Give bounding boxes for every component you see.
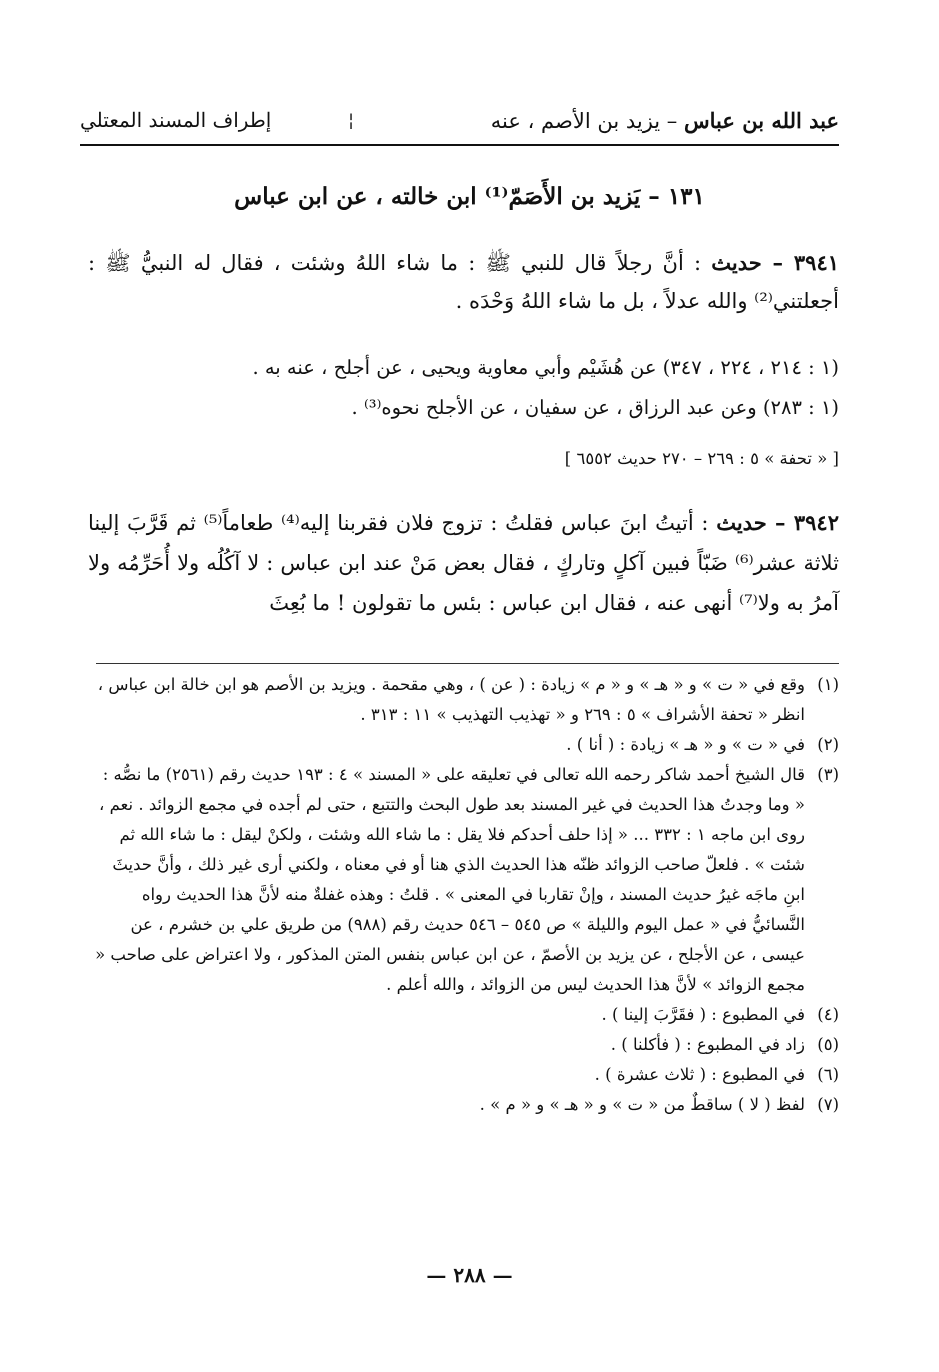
footnote-text: قال الشيخ أحمد شاكر رحمه الله تعالى في تعليقه على « المسند » ٤ : ١٩٣ حديث رقم (٢٥٦١) ما نصُّه : « وما وجدتُ هذا الحديث في غير المسند بعد طول البحث والتتبع ، حتى لم أجده في مجمع الزوائد . نعم ، روى ابن ماجه ١ : ٣٣٢ ... « إذا حلف أحدكم فلا يقل : ما شاء الله وشئت ، ولكنْ ليقل : ما شاء الله ثم شئت » . فلعلّ صاحب الزوائد ظنّه هذا الحديث الذي هنا أو في معناه ، ولكني أرى غير ذلك ، وأنَّ حديثَ ابنِ ماجَه غيرُ حديث المسند ، وإنْ تقاربا في المعنى » . قلتُ : وهذه غفلةٌ منه لأنَّ هذا الحديث رواه النَّسائيُّ في « عمل اليوم والليلة » ص ٥٤٥ – ٥٤٦ حديث رقم (٩٨٨) من طريق علي بن خشرم ، عن عيسى ، عن الأجلح ، عن يزيد بن الأصمّ ، عن ابن عباس بنفس المتن المذكور ، ولا اعتراض على صاحب « مجمع الزوائد » لأنَّ هذا الحديث ليس من الزوائد ، والله أعلم . [95, 765, 805, 994]
footnote [88, 1030, 839, 1060]
sources-3941 [90, 348, 839, 428]
hadith-3941 [88, 244, 839, 320]
footnote [88, 1060, 839, 1090]
footnote-text: في المطبوع : ( فقَرَّبَ إلينا ) . [601, 1005, 805, 1024]
source-line: (١ : ٢٨٣) وعن عبد الرزاق ، عن سفيان ، عن الأجلح نحوه⁽³⁾ . [351, 396, 839, 419]
footnote-text: زاد في المطبوع : ( فأكلنا ) . [610, 1035, 805, 1054]
footnote-text: في « ت » و « هـ » زيادة : ( أنا ) . [566, 735, 805, 754]
footnote-number: (٥) [817, 1035, 839, 1054]
footnote [88, 1090, 839, 1120]
footnote-text: في المطبوع : ( ثلاث عشرة ) . [594, 1065, 805, 1084]
footnote-number: (٧) [817, 1095, 839, 1114]
page-number: — ٢٨٨ — [426, 1263, 513, 1287]
footnote [88, 670, 839, 730]
hadith-3942 [88, 503, 839, 623]
source-line: (١ : ٢١٤ ، ٢٢٤ ، ٣٤٧) عن هُشَيْم وأبي معاوية ويحيى ، عن أجلح ، عنه به . [252, 356, 839, 379]
footnote-number: (٢) [817, 735, 839, 754]
footnote-number: (٦) [817, 1065, 839, 1084]
header-separator: ¦ [348, 110, 355, 131]
footnote-text: وقع في « ت » و « هـ » و « م » زيادة : ( عن ) ، وهي مقحمة . ويزيد بن الأصم هو ابن خالة ابن عباس ، انظر « تحفة الأشراف » ٥ : ٢٦٩ و « تهذيب التهذيب » ١١ : ٣١٣ . [97, 675, 805, 724]
hadith-text: : أنَّ رجلاً قال للنبي ﷺ : ما شاء اللهُ وشئت ، فقال له النبيُّ ﷺ : أجعلتني⁽²⁾ والله عدلاً ، بل ما شاء اللهُ وَحْدَه . [88, 251, 839, 313]
footnote [88, 730, 839, 760]
running-header [80, 98, 839, 146]
footnote [88, 760, 839, 1000]
hadith-number: ٣٩٤١ – حديث [711, 250, 840, 275]
header-chapter-title [491, 108, 839, 133]
footnote-number: (٣) [817, 765, 839, 784]
footnote-number: (١) [817, 675, 839, 694]
hadith-text: : أتيتُ ابنَ عباس فقلتُ : تزوج فلان فقربنا إليه⁽⁴⁾ طعاماً⁽⁵⁾ ثم قَرَّبَ إلينا ثلاثة عشر⁽⁶⁾ ضَبّاً فبين آكلٍ وتاركٍ ، فقال بعض مَنْ عند ابن عباس : لا آكُلُه ولا أُحَرِّمُه ولا آمرُ به ولا⁽⁷⁾ أنهى عنه ، فقال ابن عباس : بئس ما تقولون ! ما بُعِثَ [88, 511, 839, 615]
header-chapter-sub: – يزيد بن الأصم ، عنه [490, 109, 684, 133]
footnote [88, 1000, 839, 1030]
chapter-heading: ١٣١ – يَزيد بن الأَصَمّ⁽¹⁾ ابن خالته ، عن ابن عباس [234, 183, 705, 210]
header-book-title: إطراف المسند المعتلي [80, 108, 272, 132]
footnote-number: (٤) [817, 1005, 839, 1024]
footnote-divider [96, 663, 839, 664]
hadith-number: ٣٩٤٢ – حديث [716, 510, 839, 535]
footnote-text: لفظ ( لا ) ساقطٌ من « ت » و « هـ » و « م » . [479, 1095, 805, 1114]
footnotes [88, 670, 839, 1120]
tuhfa-reference: [ « تحفة » ٥ : ٢٦٩ – ٢٧٠ حديث ٦٥٥٢ ] [564, 449, 839, 468]
header-chapter-main: عبد الله بن عباس [684, 108, 839, 133]
